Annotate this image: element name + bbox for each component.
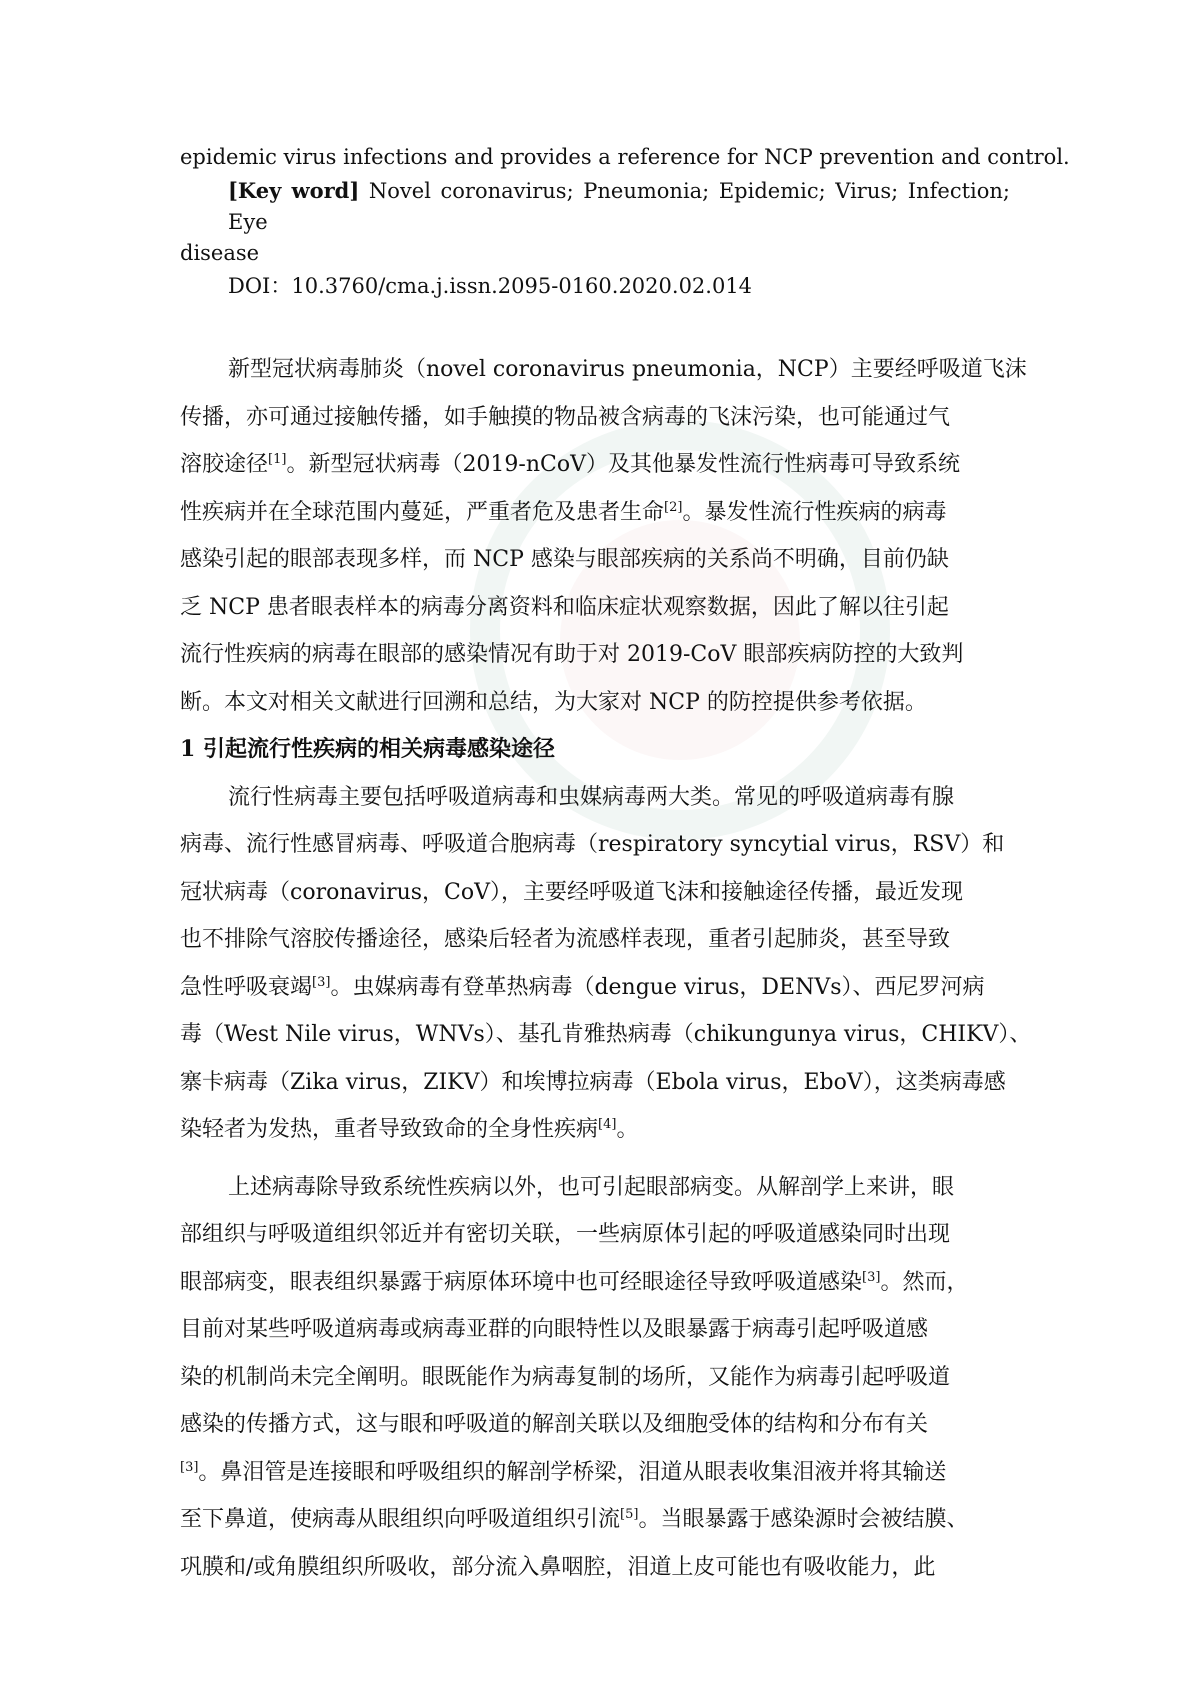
paragraph-line: 巩膜和/或角膜组织所吸收，部分流入鼻咽腔，泪道上皮可能也有吸收能力，此 — [180, 1554, 936, 1580]
text-span: 。暴发性流行性疾病的病毒 — [682, 499, 947, 525]
text-span: 至下鼻道，使病毒从眼组织向呼吸道组织引流 — [180, 1507, 621, 1532]
intro-line: 断。本文对相关文献进行回溯和总结，为大家对 NCP 的防控提供参考依据。 — [180, 689, 927, 715]
keywords-continuation: disease — [180, 241, 260, 265]
paragraph-line: 部组织与呼吸道组织邻近并有密切关联，一些病原体引起的呼吸道感染同时出现 — [180, 1222, 951, 1247]
text-span: 。当眼暴露于感染源时会被结膜、 — [638, 1507, 969, 1532]
intro-line: 流行性疾病的病毒在眼部的感染情况有助于对 2019-CoV 眼部疾病防控的大致判 — [180, 642, 964, 667]
intro-line: 新型冠状病毒肺炎（novel coronavirus pneumonia，NCP）主要经呼吸道飞沫 — [228, 357, 1027, 382]
keywords-text: Novel coronavirus; Pneumonia; Epidemic; Virus; Infection; Eye — [228, 179, 1010, 234]
text-span: 。新型冠状病毒（2019-nCoV）及其他暴发性流行性病毒可导致系统 — [286, 452, 960, 477]
citation-ref: [2] — [664, 499, 683, 515]
paper-page — [180, 142, 1070, 1591]
paragraph-line: 冠状病毒（coronavirus，CoV），主要经呼吸道飞沫和接触途径传播，最近发现 — [180, 879, 964, 905]
paragraph-line — [180, 1496, 1010, 1544]
paragraph-line: 上述病毒除导致系统性疾病以外，也可引起眼部病变。从解剖学上来讲，眼 — [228, 1174, 955, 1200]
paragraph-line: 病毒、流行性感冒病毒、呼吸道合胞病毒（respiratory syncytial virus，RSV）和 — [180, 832, 1005, 857]
paragraph-line: 感染的传播方式，这与眼和呼吸道的解剖关联以及细胞受体的结构和分布有关 — [180, 1412, 929, 1437]
paragraph-line — [180, 964, 1010, 1012]
keywords-line — [180, 175, 1010, 238]
text-span: 染轻者为发热，重者导致致命的全身性疾病 — [180, 1117, 599, 1142]
keywords-label: [Key word] — [228, 178, 360, 203]
text-span: 急性呼吸衰竭 — [180, 974, 313, 1000]
paragraph-line — [180, 1106, 1010, 1154]
abstract-tail: epidemic virus infections and provides a reference for NCP prevention and control. — [180, 145, 1070, 169]
paragraph-line: 目前对某些呼吸道病毒或病毒亚群的向眼特性以及眼暴露于病毒引起呼吸道感 — [180, 1317, 929, 1342]
citation-ref: [3] — [180, 1459, 199, 1475]
text-span: 溶胶途径 — [180, 452, 269, 477]
intro-line: 乏 NCP 患者眼表样本的病毒分离资料和临床症状观察数据，因此了解以往引起 — [180, 594, 949, 620]
section1-paragraph-2 — [180, 1164, 1010, 1592]
section1-paragraph-1 — [180, 774, 1032, 1154]
intro-paragraph — [180, 346, 1027, 726]
citation-ref: [4] — [598, 1117, 617, 1132]
intro-line: 感染引起的眼部表现多样，而 NCP 感染与眼部疾病的关系尚不明确，目前仍缺 — [180, 547, 949, 572]
text-span: 。然而， — [880, 1269, 969, 1295]
paragraph-line: 毒（West Nile virus，WNVs）、基孔肯雅热病毒（chikungunya virus，CHIKV）、 — [180, 1022, 1032, 1047]
citation-ref: [3] — [312, 974, 331, 990]
paragraph-line — [180, 1259, 1010, 1307]
text-span: 眼部病变，眼表组织暴露于病原体环境中也可经眼途径导致呼吸道感染 — [180, 1269, 863, 1295]
paragraph-line: 寨卡病毒（Zika virus，ZIKV）和埃博拉病毒（Ebola virus，EboV），这类病毒感 — [180, 1069, 1006, 1095]
text-span: 。虫媒病毒有登革热病毒（dengue virus，DENVs）、西尼罗河病 — [330, 974, 985, 1000]
citation-ref: [1] — [268, 452, 287, 467]
paragraph-line: 也不排除气溶胶传播途径，感染后轻者为流感样表现，重者引起肺炎，甚至导致 — [180, 927, 951, 952]
paragraph-line: 流行性病毒主要包括呼吸道病毒和虫媒病毒两大类。常见的呼吸道病毒有腺 — [228, 784, 955, 810]
section-heading: 1 引起流行性疾病的相关病毒感染途径 — [180, 736, 555, 762]
text-span: 。 — [616, 1117, 639, 1142]
text-span: 。鼻泪管是连接眼和呼吸组织的解剖学桥梁，泪道从眼表收集泪液并将其输送 — [198, 1459, 947, 1485]
intro-line — [180, 441, 1010, 489]
text-span: 性疾病并在全球范围内蔓延，严重者危及患者生命 — [180, 499, 665, 525]
intro-line: 传播，亦可通过接触传播，如手触摸的物品被含病毒的飞沫污染，也可能通过气 — [180, 404, 951, 430]
paragraph-line — [180, 1449, 1010, 1497]
paragraph-line: 染的机制尚未完全阐明。眼既能作为病毒复制的场所，又能作为病毒引起呼吸道 — [180, 1364, 951, 1390]
citation-ref: [3] — [862, 1269, 881, 1285]
intro-line — [180, 489, 1010, 537]
citation-ref: [5] — [620, 1507, 639, 1522]
doi: DOI：10.3760/cma.j.issn.2095-0160.2020.02.014 — [228, 274, 753, 298]
